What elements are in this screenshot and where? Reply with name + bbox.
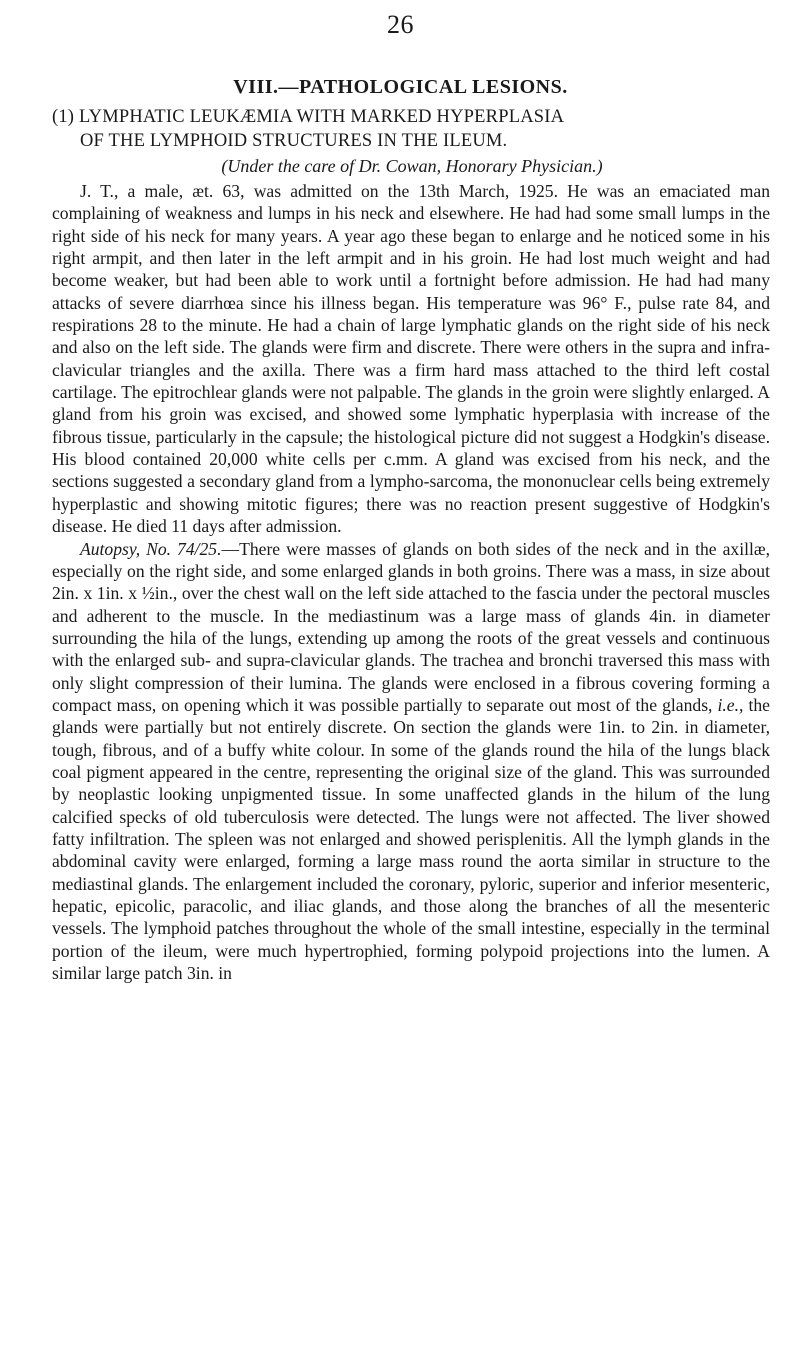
autopsy-label: Autopsy, No. 74/25. — [80, 538, 222, 559]
case-title-line1: (1) LYMPHATIC LEUKÆMIA WITH MARKED HYPERPLASIA — [52, 107, 565, 127]
autopsy-paragraph — [52, 538, 770, 985]
clinical-history-paragraph: J. T., a male, æt. 63, was admitted on the 13th March, 1925. He was an emaciated man complaining of weakness and lumps in his neck and elsewhere. He had had some small lumps in the right side of his neck for many years. A year ago these began to enlarge and he noticed some in his right armpit, and then later in the left armpit and in his groin. He had lost much weight and had become weaker, but had been able to work until a fortnight before admission. He had had many attacks of severe diarrhœa since his illness began. His temperature was 96° F., pulse rate 84, and respirations 28 to the minute. He had a chain of large lymphatic glands on the right side of his neck and also on the left side. The glands were firm and discrete. There were others in the supra and infra-clavicular triangles and the axilla. There was a firm hard mass attached to the third left costal cartilage. The epitrochlear glands were not palpable. The glands in the groin were slightly enlarged. A gland from his groin was excised, and showed some lymphatic hyperplasia with increase of the fibrous tissue, particularly in the capsule; the histological picture did not suggest a Hodgkin's disease. His blood contained 20,000 white cells per c.mm. A gland was excised from his neck, and the sections suggested a secondary gland from a lympho-sarcoma, the mononuclear cells being extremely hyperplastic and showing mitotic figures; there was no reaction present suggestive of Hodgkin's disease. He died 11 days after admission. — [52, 181, 770, 537]
section-heading: VIII.—PATHOLOGICAL LESIONS. — [233, 76, 568, 98]
ie-label: i.e., — [717, 694, 744, 715]
page-number: 26 — [387, 10, 414, 39]
care-note: (Under the care of Dr. Cowan, Honorary Physician.) — [221, 156, 603, 176]
autopsy-text: —There were masses of glands on both sides of the neck and in the axillæ, especially on the right side, and some enlarged glands in both groins. There was a mass, in size about 2in. x 1in. x ½in., over the chest wall on the left side attached to the fascia under the pectoral muscles and adherent to the muscle. In the mediastinum was a large mass of glands 4in. in diameter surrounding the hila of the lungs, extending up among the roots of the great vessels and continuous with the enlarged sub- and supra-clavicular glands. The trachea and bronchi traversed this mass with only slight compression of their lumina. The glands were enclosed in a fibrous covering forming a compact mass, on opening which it was possible partially to separate out most of the glands, — [52, 538, 770, 715]
case-title — [52, 105, 772, 153]
case-body — [52, 180, 770, 984]
autopsy-text-continued: the glands were partially but not entirely discrete. On section the glands were 1in. to 2in. in diameter, tough, fibrous, and of a buffy white colour. In some of the glands round the hila of the lungs black coal pigment appeared in the centre, representing the original size of the gland. This was surrounded by neoplastic looking unpigmented tissue. In some unaffected glands in the hilum of the lung calcified specks of old tuberculosis were detected. The lungs were not affected. The liver showed fatty infiltration. The spleen was not enlarged and showed perisplenitis. All the lymph glands in the abdominal cavity were enlarged, forming a large mass round the aorta similar in structure to the mediastinal glands. The enlargement included the coronary, pyloric, superior and inferior mesenteric, hepatic, epicolic, paracolic, and iliac glands, and those along the branches of all the mesenteric vessels. The lymphoid patches throughout the whole of the small intestine, especially in the terminal portion of the ileum, were much hypertrophied, forming polypoid projections into the lumen. A similar large patch 3in. in — [52, 694, 770, 984]
case-title-line2: OF THE LYMPHOID STRUCTURES IN THE ILEUM. — [80, 131, 508, 151]
